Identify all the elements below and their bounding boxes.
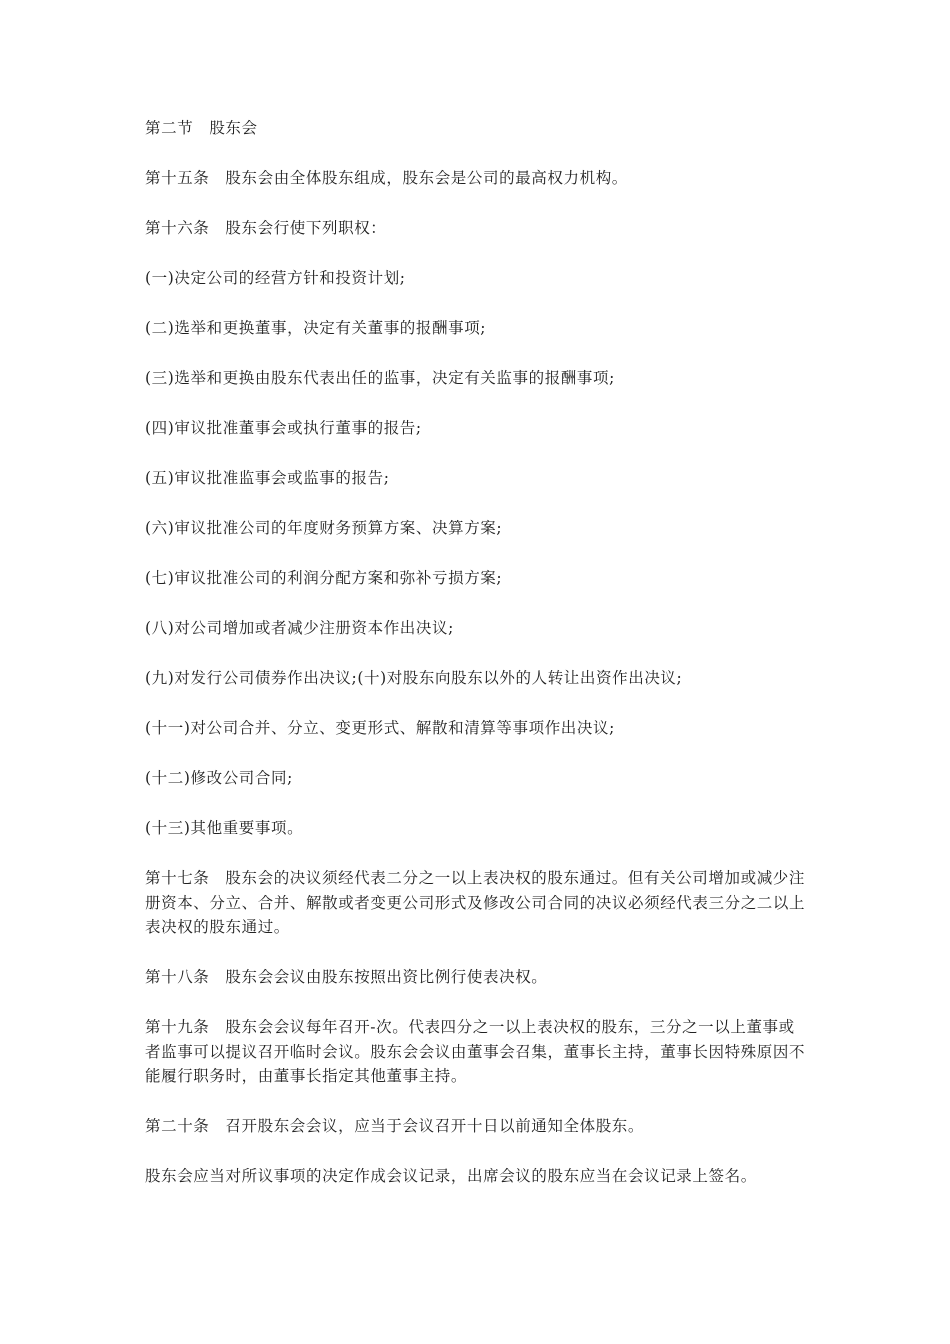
article-text: 召开股东会会议，应当于会议召开十日以前通知全体股东。: [225, 1117, 645, 1135]
article-16: [145, 216, 810, 241]
power-item-9-10: (九)对发行公司债券作出决议;(十)对股东向股东以外的人转让出资作出决议;: [145, 669, 683, 687]
section-title: 股东会: [209, 119, 258, 137]
power-item-6: (六)审议批准公司的年度财务预算方案、决算方案;: [145, 519, 503, 537]
article-number: 第二十条: [145, 1117, 210, 1135]
power-item-11: (十一)对公司合并、分立、变更形式、解散和清算等事项作出决议;: [145, 719, 615, 737]
power-item-4: (四)审议批准董事会或执行董事的报告;: [145, 419, 422, 437]
section-label: 第二节: [145, 119, 194, 137]
article-text: 股东会会议由股东按照出资比例行使表决权。: [225, 968, 548, 986]
article-text: 股东会的决议须经代表二分之一以上表决权的股东通过。但有关公司增加或减少注册资本、分立、合并、解散或者变更公司形式及修改公司合同的决议必须经代表三分之二以上表决权的股东通过。: [145, 869, 806, 936]
power-item-1: (一)决定公司的经营方针和投资计划;: [145, 269, 406, 287]
power-item-12: (十二)修改公司合同;: [145, 769, 293, 787]
power-item-2: (二)选举和更换董事，决定有关董事的报酬事项;: [145, 319, 487, 337]
article-number: 第十九条: [145, 1018, 210, 1036]
power-item-3: (三)选举和更换由股东代表出任的监事，决定有关监事的报酬事项;: [145, 369, 615, 387]
document-page: [145, 116, 810, 1214]
article-text: 股东会由全体股东组成，股东会是公司的最高权力机构。: [225, 169, 628, 187]
article-17: [145, 866, 810, 940]
article-number: 第十五条: [145, 169, 210, 187]
article-20: [145, 1114, 810, 1139]
section-heading: [145, 116, 810, 141]
article-number: 第十六条: [145, 219, 210, 237]
article-19: [145, 1015, 810, 1089]
article-number: 第十七条: [145, 869, 210, 887]
power-item-5: (五)审议批准监事会或监事的报告;: [145, 469, 390, 487]
article-15: [145, 166, 810, 191]
closing-paragraph: 股东会应当对所议事项的决定作成会议记录，出席会议的股东应当在会议记录上签名。: [145, 1167, 757, 1185]
article-18: [145, 965, 810, 990]
article-text: 股东会会议每年召开-次。代表四分之一以上表决权的股东，三分之一以上董事或者监事可以提议召开临时会议。股东会会议由董事会召集，董事长主持，董事长因特殊原因不能履行职务时，由董事长指定其他董事主持。: [145, 1018, 806, 1085]
article-text: 股东会行使下列职权：: [225, 219, 387, 237]
power-item-7: (七)审议批准公司的利润分配方案和弥补亏损方案;: [145, 569, 503, 587]
power-item-13: (十三)其他重要事项。: [145, 819, 304, 837]
power-item-8: (八)对公司增加或者减少注册资本作出决议;: [145, 619, 454, 637]
article-number: 第十八条: [145, 968, 210, 986]
